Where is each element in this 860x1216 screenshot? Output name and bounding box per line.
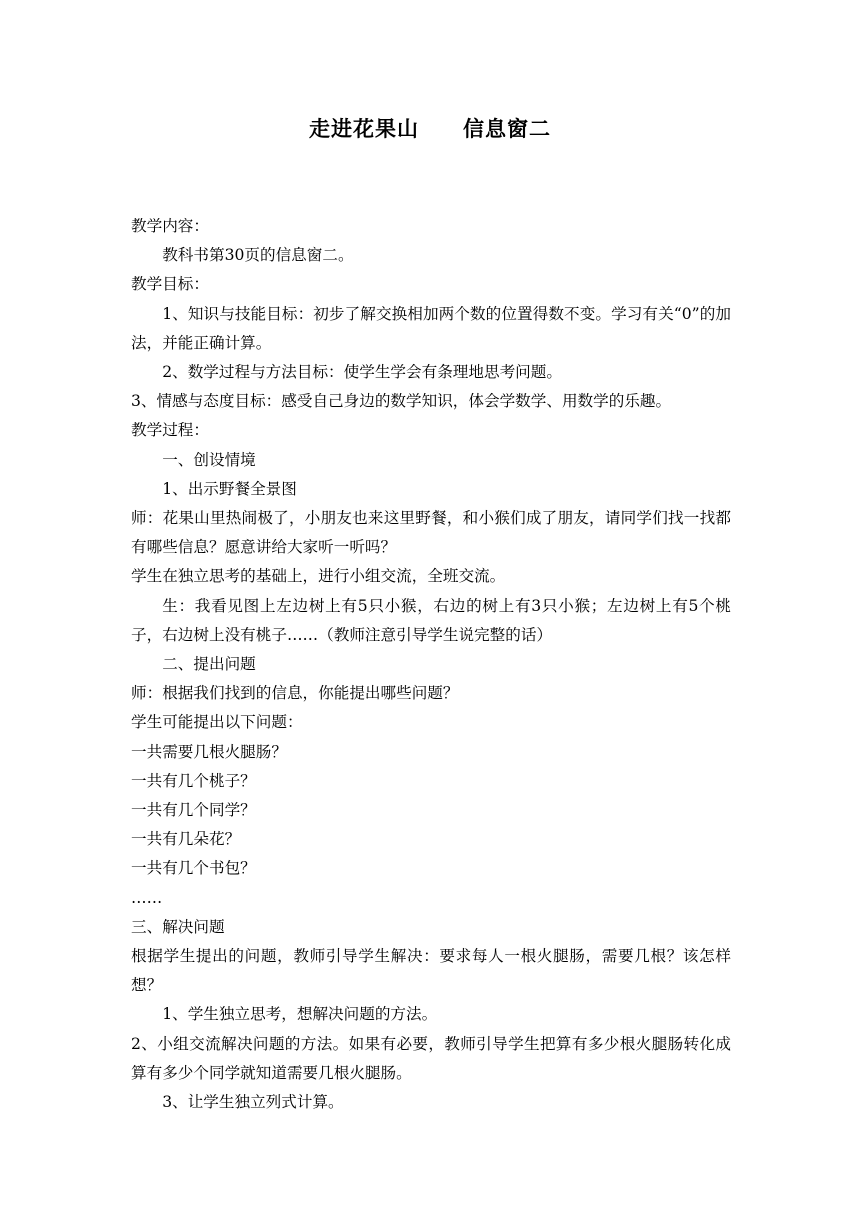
document-body [131,212,731,1117]
paragraph: 教学内容： [131,217,209,235]
paragraph: 学生在独立思考的基础上，进行小组交流，全班交流。 [131,567,506,586]
paragraph: 一共有几个书包？ [131,859,256,878]
paragraph: 1、出示野餐全景图 [162,479,297,498]
paragraph: 学生可能提出以下问题： [131,713,303,732]
paragraph: 2、数学过程与方法目标：使学生学会有条理地思考问题。 [162,363,562,382]
paragraph: 一共有几个同学？ [131,801,256,820]
paragraph: 生：我看见图上左边树上有5只小猴，右边的树上有3只小猴；左边树上有5个桃子，右边树上没有桃子……（教师注意引导学生说完整的话） [131,596,731,644]
paragraph: 1、知识与技能目标：初步了解交换相加两个数的位置得数不变。学习有关“0”的加法，并能正确计算。 [131,304,731,352]
paragraph: 一、创设情境 [162,450,256,469]
paragraph: 根据学生提出的问题，教师引导学生解决：要求每人一根火腿肠，需要几根？该怎样想？ [131,947,731,995]
paragraph: 师：花果山里热闹极了，小朋友也来这里野餐，和小猴们成了朋友，请同学们找一找都有哪些信息？愿意讲给大家听一听吗？ [131,509,731,557]
paragraph: 教科书第30页的信息窗二。 [162,246,354,265]
paragraph: 三、解决问题 [131,917,225,936]
paragraph: 2、小组交流解决问题的方法。如果有必要，教师引导学生把算有多少根火腿肠转化成算有多少个同学就知道需要几根火腿肠。 [131,1034,731,1082]
paragraph: 教学过程： [131,421,209,440]
page-title: 走进花果山 信息窗二 [309,116,551,141]
paragraph: 教学目标： [131,275,209,294]
paragraph: …… [131,888,163,907]
paragraph: 一共有几朵花？ [131,830,241,849]
paragraph: 一共需要几根火腿肠？ [131,742,287,761]
paragraph: 3、让学生独立列式计算。 [162,1093,344,1112]
paragraph: 师：根据我们找到的信息，你能提出哪些问题？ [131,684,459,703]
paragraph: 二、提出问题 [162,655,256,674]
paragraph: 一共有几个桃子？ [131,771,256,790]
paragraph: 1、学生独立思考，想解决问题的方法。 [162,1005,438,1024]
paragraph: 3、情感与态度目标：感受自己身边的数学知识，体会学数学、用数学的乐趣。 [131,392,672,411]
